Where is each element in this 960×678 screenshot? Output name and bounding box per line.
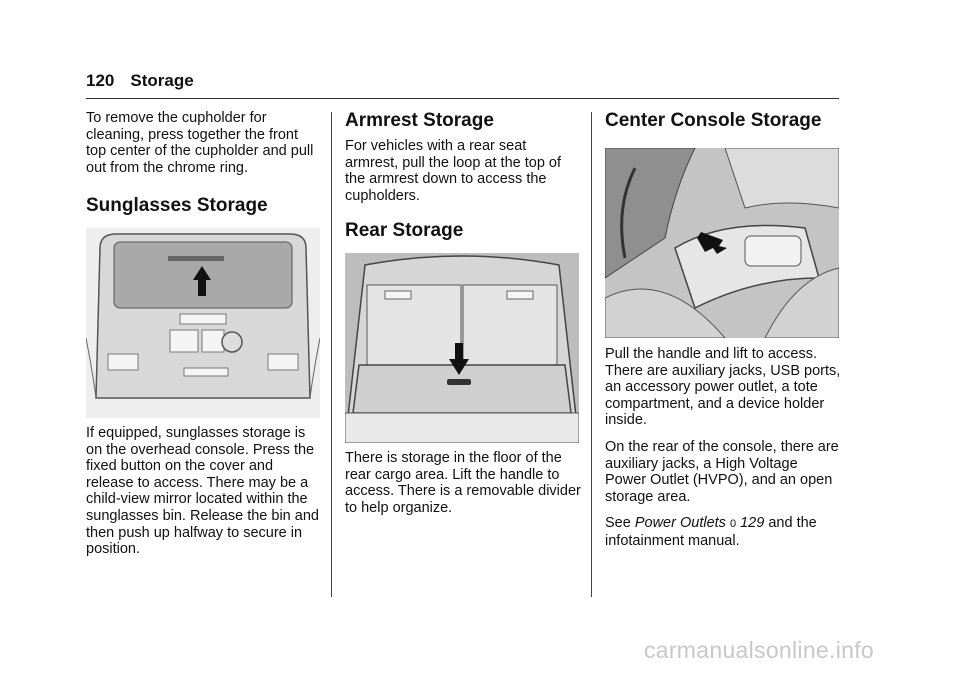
see-prefix: See [605,515,631,532]
see-suffix: and the infotainment manual. [605,515,817,549]
sunglasses-heading: Sunglasses Storage [86,195,268,217]
column-2-lower [345,450,581,526]
sunglasses-paragraph: If equipped, sunglasses storage is on the overhead console. Press the fixed button on the cover and release to access. There may be a child-view mirror located within the sunglasses bin. Release the bin and then push up halfway to secure in position. [86,425,319,558]
column-3 [605,110,841,132]
rear-storage-paragraph: There is storage in the floor of the rear cargo area. Lift the handle to access. There is a removable divider to help organize. [345,450,581,516]
rear-storage-illustration [345,253,579,443]
console-access-paragraph: Pull the handle and lift to access. There are auxiliary jacks, USB ports, an accessory power outlet, a tote compartment, and a device holder inside. [605,346,841,429]
armrest-heading: Armrest Storage [345,110,494,131]
header-rule [86,98,839,99]
console-rear-paragraph: On the rear of the console, there are auxiliary jacks, a High Voltage Power Outlet (HVPO), and an open storage area. [605,438,839,505]
page-number: 120 [86,71,115,90]
center-console-heading: Center Console Storage [605,110,822,131]
sunglasses-illustration [86,228,320,418]
power-outlets-link[interactable]: Power Outlets [634,515,726,532]
watermark: carmanualsonline.info [643,637,874,663]
cupholder-paragraph: To remove the cupholder for cleaning, press together the front top center of the cupholder and pull out from the chrome ring. [86,110,314,176]
column-divider-1 [331,112,332,597]
column-1 [86,110,322,217]
armrest-paragraph: For vehicles with a rear seat armrest, pull the loop at the top of the armrest down to access the cupholders. [345,138,562,204]
power-outlets-page[interactable]: 129 [740,515,765,532]
column-2 [345,110,581,242]
center-console-illustration [605,148,839,338]
column-1-lower [86,425,322,568]
column-3-lower [605,346,841,560]
rear-storage-heading: Rear Storage [345,220,464,242]
see-reference-paragraph [605,515,841,549]
section-title: Storage [130,71,194,90]
page-header [86,71,194,91]
column-divider-2 [591,112,592,597]
page-reference-icon: 0 [729,518,737,531]
